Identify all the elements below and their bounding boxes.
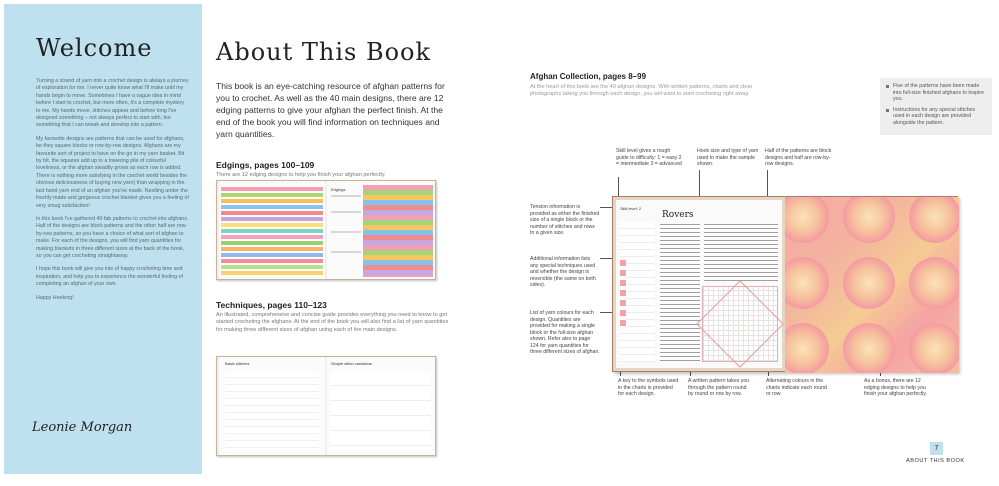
side-note-1: Five of the patterns have been made into full-size finished afghans to inspire you.	[886, 83, 986, 103]
callout-key: A key to the symbols used in the charts is provided for each design.	[618, 378, 679, 397]
about-title: About This Book	[216, 38, 432, 66]
edgings-desc: There are 12 edging designs to help you finish your afghan perfectly.	[216, 172, 386, 178]
callout-skill-level: Skill level gives a rough guide to difficulty: 1 = easy 2 = intermediate 3 = advanced	[616, 148, 682, 167]
welcome-panel	[4, 4, 202, 474]
welcome-paragraph-1: Turning a strand of yarn into a crochet design is always a journey of exploration for me. I never quite know what I'll make until my hands begin to move. Sometimes I have a vague idea in mind before I start to crochet, but more often, it's a complete mystery to me. My hands move, stitches appear and before long I've designed something – not always perfect to start with, but something that I can tweak and develop into a pattern.	[36, 78, 189, 129]
techniques-thumbnail	[216, 356, 436, 456]
callout-bonus: As a bonus, there are 12 edging designs to help you finish your afghan perfectly.	[864, 378, 928, 397]
callout-additional-info: Additional information lists any special techniques used and whether the design is reversible (the same on both sides).	[530, 256, 596, 288]
welcome-title: Welcome	[36, 34, 153, 62]
techniques-desc: An illustrated, comprehensive and concise guide provides everything you need to know to get started crocheting the afghans. At the end of the book you will also find a list of yarn quantities for making three different sizes of afghan using each of the main designs.	[216, 312, 449, 333]
techniques-title: Techniques, pages 110–123	[216, 300, 327, 310]
side-notes	[880, 78, 992, 135]
edgings-thumbnail	[216, 180, 436, 280]
side-note-2: Instructions for any special stitches used in each design are provided alongside the pattern.	[886, 107, 986, 127]
callout-half-patterns: Half of the patterns are block designs and half are row-by-row designs.	[765, 148, 832, 167]
leader-line	[767, 170, 768, 198]
edgings-thumb-title: Edgings	[331, 187, 346, 192]
spread-left-page	[616, 200, 782, 368]
callout-alternating-colours: Alternating colours in the charts indicate each round or row.	[766, 378, 827, 397]
techniques-thumb-left-title: Basic stitches	[225, 361, 250, 366]
afghan-collection-desc: At the heart of this book are the 40 afghan designs. With written patterns, charts and clear photographs taking you through each design, you will want to start crocheting right away.	[530, 84, 753, 98]
welcome-paragraph-5: Happy Hooking!	[36, 294, 74, 301]
spread-skill-label: Skill level: 2	[620, 206, 642, 211]
techniques-thumb-right-title: Simple stitch variations	[331, 361, 372, 366]
welcome-paragraph-3: In this book I've gathered 40 fab patterns to crochet into afghans. Half of the designs are block patterns and the other half are row-by-row patterns, so you have a choice of what sort of afghan to make. For each of the designs, you will find yarn quantities for making blankets in three different sizes at the back of the book, so you can get crocheting straightaway.	[36, 215, 189, 259]
footer-label: ABOUT THIS BOOK	[906, 458, 965, 464]
welcome-paragraph-2: My favourite designs are patterns that can be used for afghans, be they square blocks or row-by-row designs. Afghans are my favourite sort of project to have on the go in my yarn basket. Bit by bit, the squares add up to a towering pile of colourful loveliness, or the afghan steadily grows as each row is added. There is nothing more satisfying in the crochet world besides the obvious deliciousness of buying new yarn) than wrapping in the last hand yarn end of an afghan you've made. Nestling under the freshly made and gorgeous crochet blanket gives you a feeling of very smug satisfaction!	[36, 135, 189, 209]
spread-blanket-photo	[785, 197, 959, 373]
page-number: 7	[930, 442, 943, 455]
callout-hook-size: Hook size and type of yarn used to make the sample shown.	[697, 148, 759, 167]
about-section	[216, 38, 456, 179]
spread-pattern-title: Rovers	[662, 210, 694, 220]
callout-written-pattern: A written pattern takes you through the pattern round by round or row by row.	[688, 378, 750, 397]
techniques-section	[216, 300, 456, 334]
afghan-collection-title: Afghan Collection, pages 8–99	[530, 72, 647, 81]
welcome-paragraph-4: I hope this book will give you lots of happy crocheting time and inspiration, and help you to experience the wonderful feeling of completing an afghan of your own.	[36, 266, 183, 288]
callout-yarn-colours: List of yarn colours for each design. Quantities are provided for making a single block or the full-size afghan shown. Refer also to page 124 for yarn quantities for three different sizes of afghan.	[530, 310, 600, 355]
author-signature: Leonie Morgan	[32, 420, 133, 435]
about-intro: This book is an eye-catching resource of afghan patterns for you to crochet. As well as the 40 main designs, there are 12 edging patterns to give your afghan the perfect finish. At the end of the book you will find information on techniques and yarn quantities.	[216, 81, 445, 139]
pattern-spread-image	[612, 196, 958, 372]
callout-tension: Tension information is provided as either the finished size of a single block or the number of stitches and rows to a given size.	[530, 204, 600, 236]
edgings-title: Edgings, pages 100–109	[216, 160, 315, 170]
